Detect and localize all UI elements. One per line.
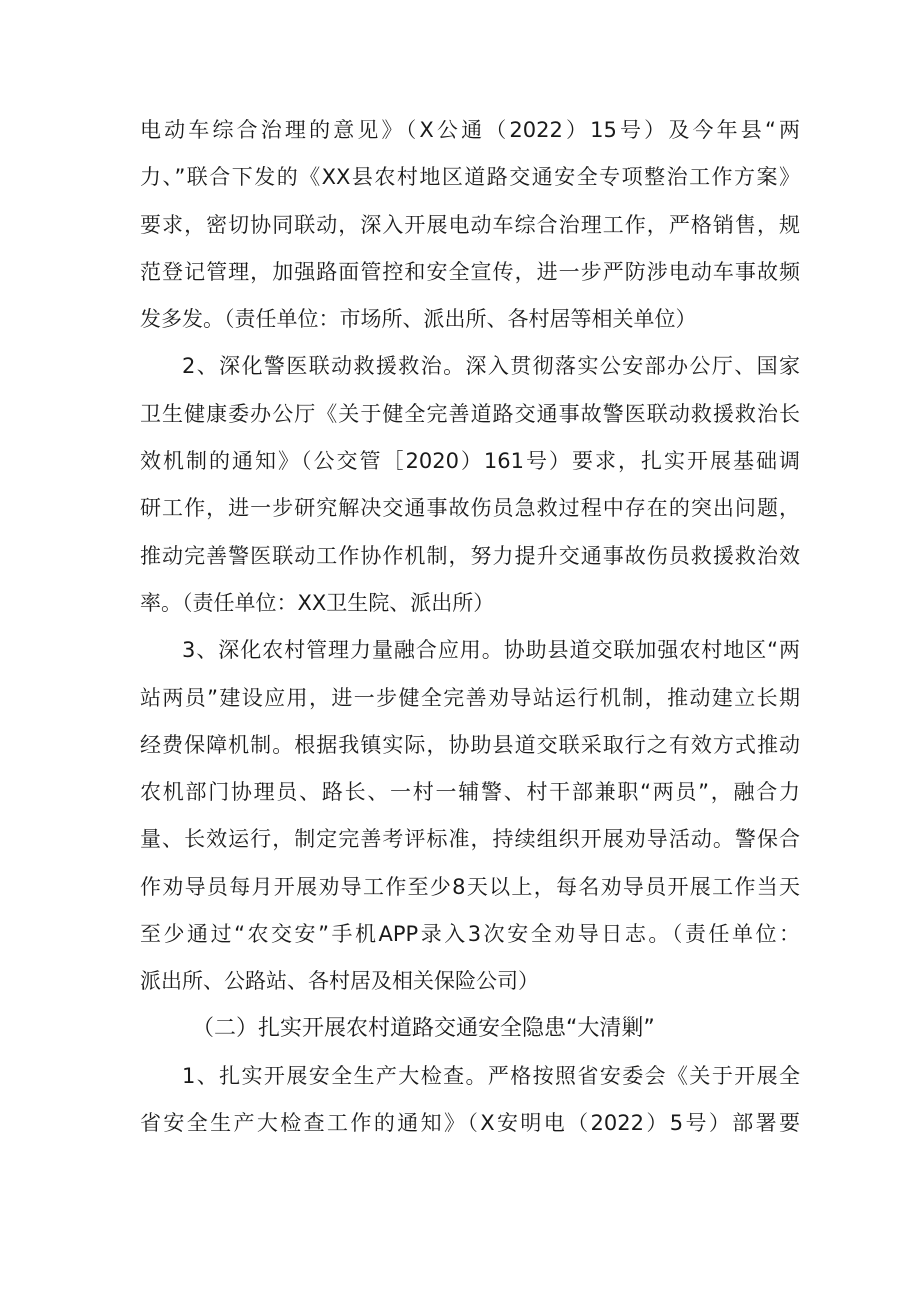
text-line: 卫生健康委办公厅《关于健全完善道路交通事故警医联动救援救治长 [140, 401, 800, 426]
text-line: 研工作，进一步研究解决交通事故伤员急救过程中存在的突出问题， [140, 496, 800, 521]
text-line: 派出所、公路站、各村居及相关保险公司） [140, 969, 539, 994]
text-line: 量、长效运行，制定完善考评标准，持续组织开展劝导活动。警保合 [140, 827, 800, 852]
text-line: 效机制的通知》（公交管［2020）161号）要求，扎实开展基础调 [140, 449, 800, 474]
text-line: 推动完善警医联动工作协作机制，努力提升交通事故伤员救援救治效 [140, 543, 800, 568]
text-line: 要求，密切协同联动，深入开展电动车综合治理工作，严格销售，规 [140, 212, 800, 237]
paragraph-3-first-line: 3、深化农村管理力量融合应用。协助县道交联加强农村地区“两 [182, 638, 800, 663]
text-line: 发多发。（责任单位：市场所、派出所、各村居等相关单位） [140, 307, 697, 332]
text-line: 至少通过“农交安”手机APP录入3次安全劝导日志。（责任单位： [140, 922, 800, 947]
section-heading: （二）扎实开展农村道路交通安全隐患“大清剿” [192, 1015, 655, 1041]
paragraph-1-first-line: 1、扎实开展安全生产大检查。严格按照省安委会《关于开展全 [182, 1063, 800, 1088]
text-line: 省安全生产大检查工作的通知》（X安明电（2022）5号）部署要 [140, 1111, 800, 1136]
text-line: 作劝导员每月开展劝导工作至少8天以上，每名劝导员开展工作当天 [140, 874, 800, 899]
text-line: 范登记管理，加强路面管控和安全宣传，进一步严防涉电动车事故频 [140, 259, 800, 284]
text-line: 经费保障机制。根据我镇实际，协助县道交联采取行之有效方式推动 [140, 732, 800, 757]
document-page [140, 111, 800, 1152]
paragraph-2-first-line: 2、深化警医联动救援救治。深入贯彻落实公安部办公厅、国家 [182, 354, 800, 379]
text-line: 站两员”建设应用，进一步健全完善劝导站运行机制，推动建立长期 [140, 685, 800, 710]
text-line: 电动车综合治理的意见》（X公通（2022）15号）及今年县“两 [140, 118, 800, 142]
text-line: 率。（责任单位：XX卫生院、派出所） [140, 590, 495, 615]
text-line: 力、”联合下发的《XX县农村地区道路交通安全专项整治工作方案》 [140, 165, 800, 190]
text-line: 农机部门协理员、路长、一村一辅警、村干部兼职“两员”，融合力 [140, 780, 800, 805]
